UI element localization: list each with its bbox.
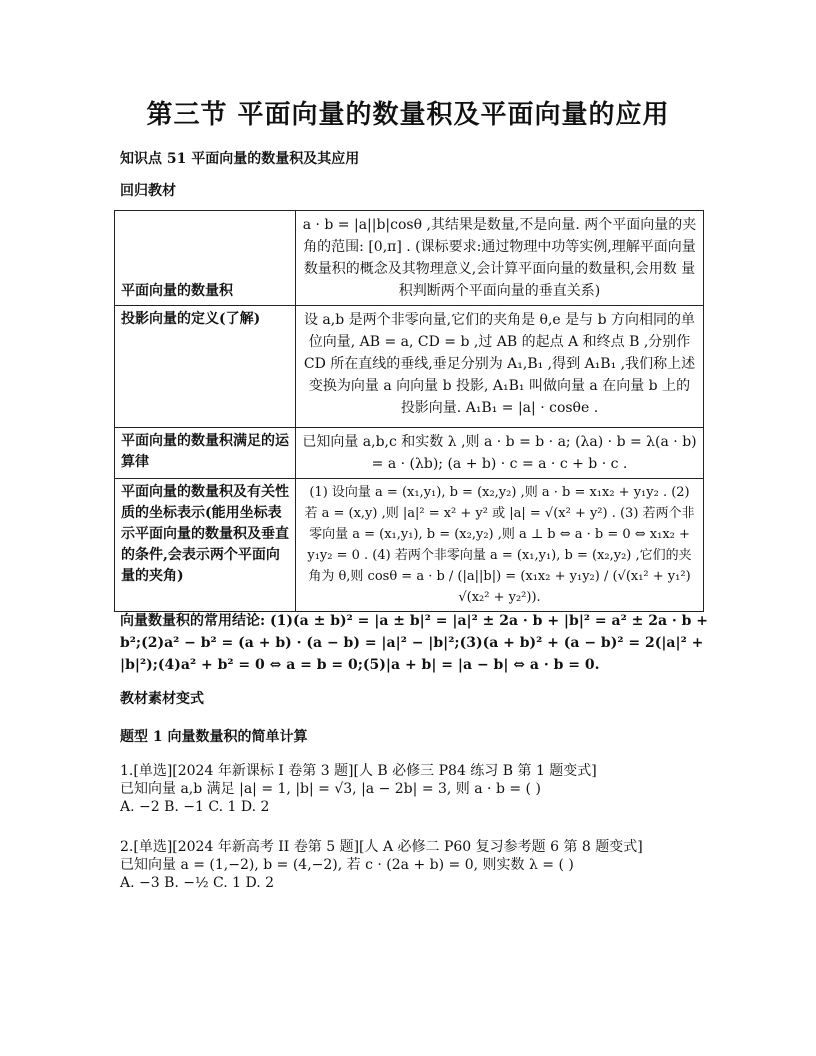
knowledge-point-heading: 知识点 51 平面向量的数量积及其应用: [120, 151, 360, 167]
question-stem: 已知向量 a = (1,−2), b = (4,−2), 若 c · (2a + b) = 0, 则实数 λ = ( ): [120, 857, 574, 873]
question-stem: 已知向量 a,b 满足 |a| = 1, |b| = √3, |a − 2b| = 3, 则 a · b = ( ): [120, 781, 541, 797]
table-row: [115, 479, 704, 612]
common-conclusions: 向量数量积的常用结论: (1)(a ± b)² = |a ± b|² = |a|² ± 2a · b + |b|² = a² ± 2a · b + b²;(2)a² − b² = (a + b) · (a − b) = |a|² − |b|²;(3)(a + b)² + (a − b)² = 2(|a|² + |b|²);(4)a² + b² = 0 ⇔ a = b = 0;(5)|a + b| = |a − b| ⇔ a · b = 0.: [120, 613, 709, 673]
row-label: 投影向量的定义(了解): [115, 306, 296, 428]
section-heading-textbook: 回归教材: [120, 183, 176, 199]
question-options: A. −3 B. −½ C. 1 D. 2: [120, 875, 275, 891]
row-label: 平面向量的数量积满足的运算律: [115, 428, 296, 479]
table-row: [115, 306, 704, 428]
question-source: 2.[单选][2024 年新高考 II 卷第 5 题][人 A 必修二 P60 复习参考题 6 第 8 题变式]: [120, 839, 643, 855]
table-row: [115, 428, 704, 479]
question-2: [120, 838, 710, 892]
row-label: 平面向量的数量积: [115, 211, 296, 306]
question-1: [120, 762, 710, 816]
row-label: 平面向量的数量积及有关性质的坐标表示(能用坐标表示平面向量的数量积及垂直的条件,会表示两个平面向量的夹角): [115, 479, 296, 612]
question-source: 1.[单选][2024 年新课标 I 卷第 3 题][人 B 必修三 P84 练习 B 第 1 题变式]: [120, 763, 597, 779]
row-content: 已知向量 a,b,c 和实数 λ ,则 a · b = b · a; (λa) · b = λ(a · b) = a · (λb); (a + b) · c = a · c + b · c .: [296, 428, 704, 479]
row-content: 设 a,b 是两个非零向量,它们的夹角是 θ,e 是与 b 方向相同的单位向量, AB = a, CD = b ,过 AB 的起点 A 和终点 B ,分别作 CD 所在直线的垂线,垂足分别为 A₁,B₁ ,得到 A₁B₁ ,我们称上述 变换为向量 a 向向量 b 投影, A₁B₁ 叫做向量 a 在向量 b 上的投影向量. A₁B₁ = |a| · cosθe .: [296, 306, 704, 428]
question-type-heading: 题型 1 向量数量积的简单计算: [120, 729, 308, 745]
table-row: [115, 211, 704, 306]
row-content: (1) 设向量 a = (x₁,y₁), b = (x₂,y₂) ,则 a · b = x₁x₂ + y₁y₂ . (2) 若 a = (x,y) ,则 |a|² = x² + y² 或 |a| = √(x² + y²) . (3) 若两个非零向量 a = (x₁,y₁), b = (x₂,y₂) ,则 a ⊥ b ⇔ a · b = 0 ⇔ x₁x₂ + y₁y₂ = 0 . (4) 若两个非零向量 a = (x₁,y₁), b = (x₂,y₂) ,它们的夹角为 θ,则 cosθ = a · b / (|a||b|) = (x₁x₂ + y₁y₂) / (√(x₁² + y₁²) √(x₂² + y₂²)).: [296, 479, 704, 612]
question-options: A. −2 B. −1 C. 1 D. 2: [120, 799, 270, 815]
section-heading-variants: 教材素材变式: [120, 691, 204, 707]
row-content: a · b = |a||b|cosθ ,其结果是数量,不是向量. 两个平面向量的夹角的范围: [0,π] . (课标要求:通过物理中功等实例,理解平面向量数量积的概念及其物理意义,会计算平面向量的数量积,会用数 量积判断两个平面向量的垂直关系): [296, 211, 704, 306]
page-title: 第三节 平面向量的数量积及平面向量的应用: [146, 100, 670, 130]
knowledge-table: [114, 210, 704, 612]
